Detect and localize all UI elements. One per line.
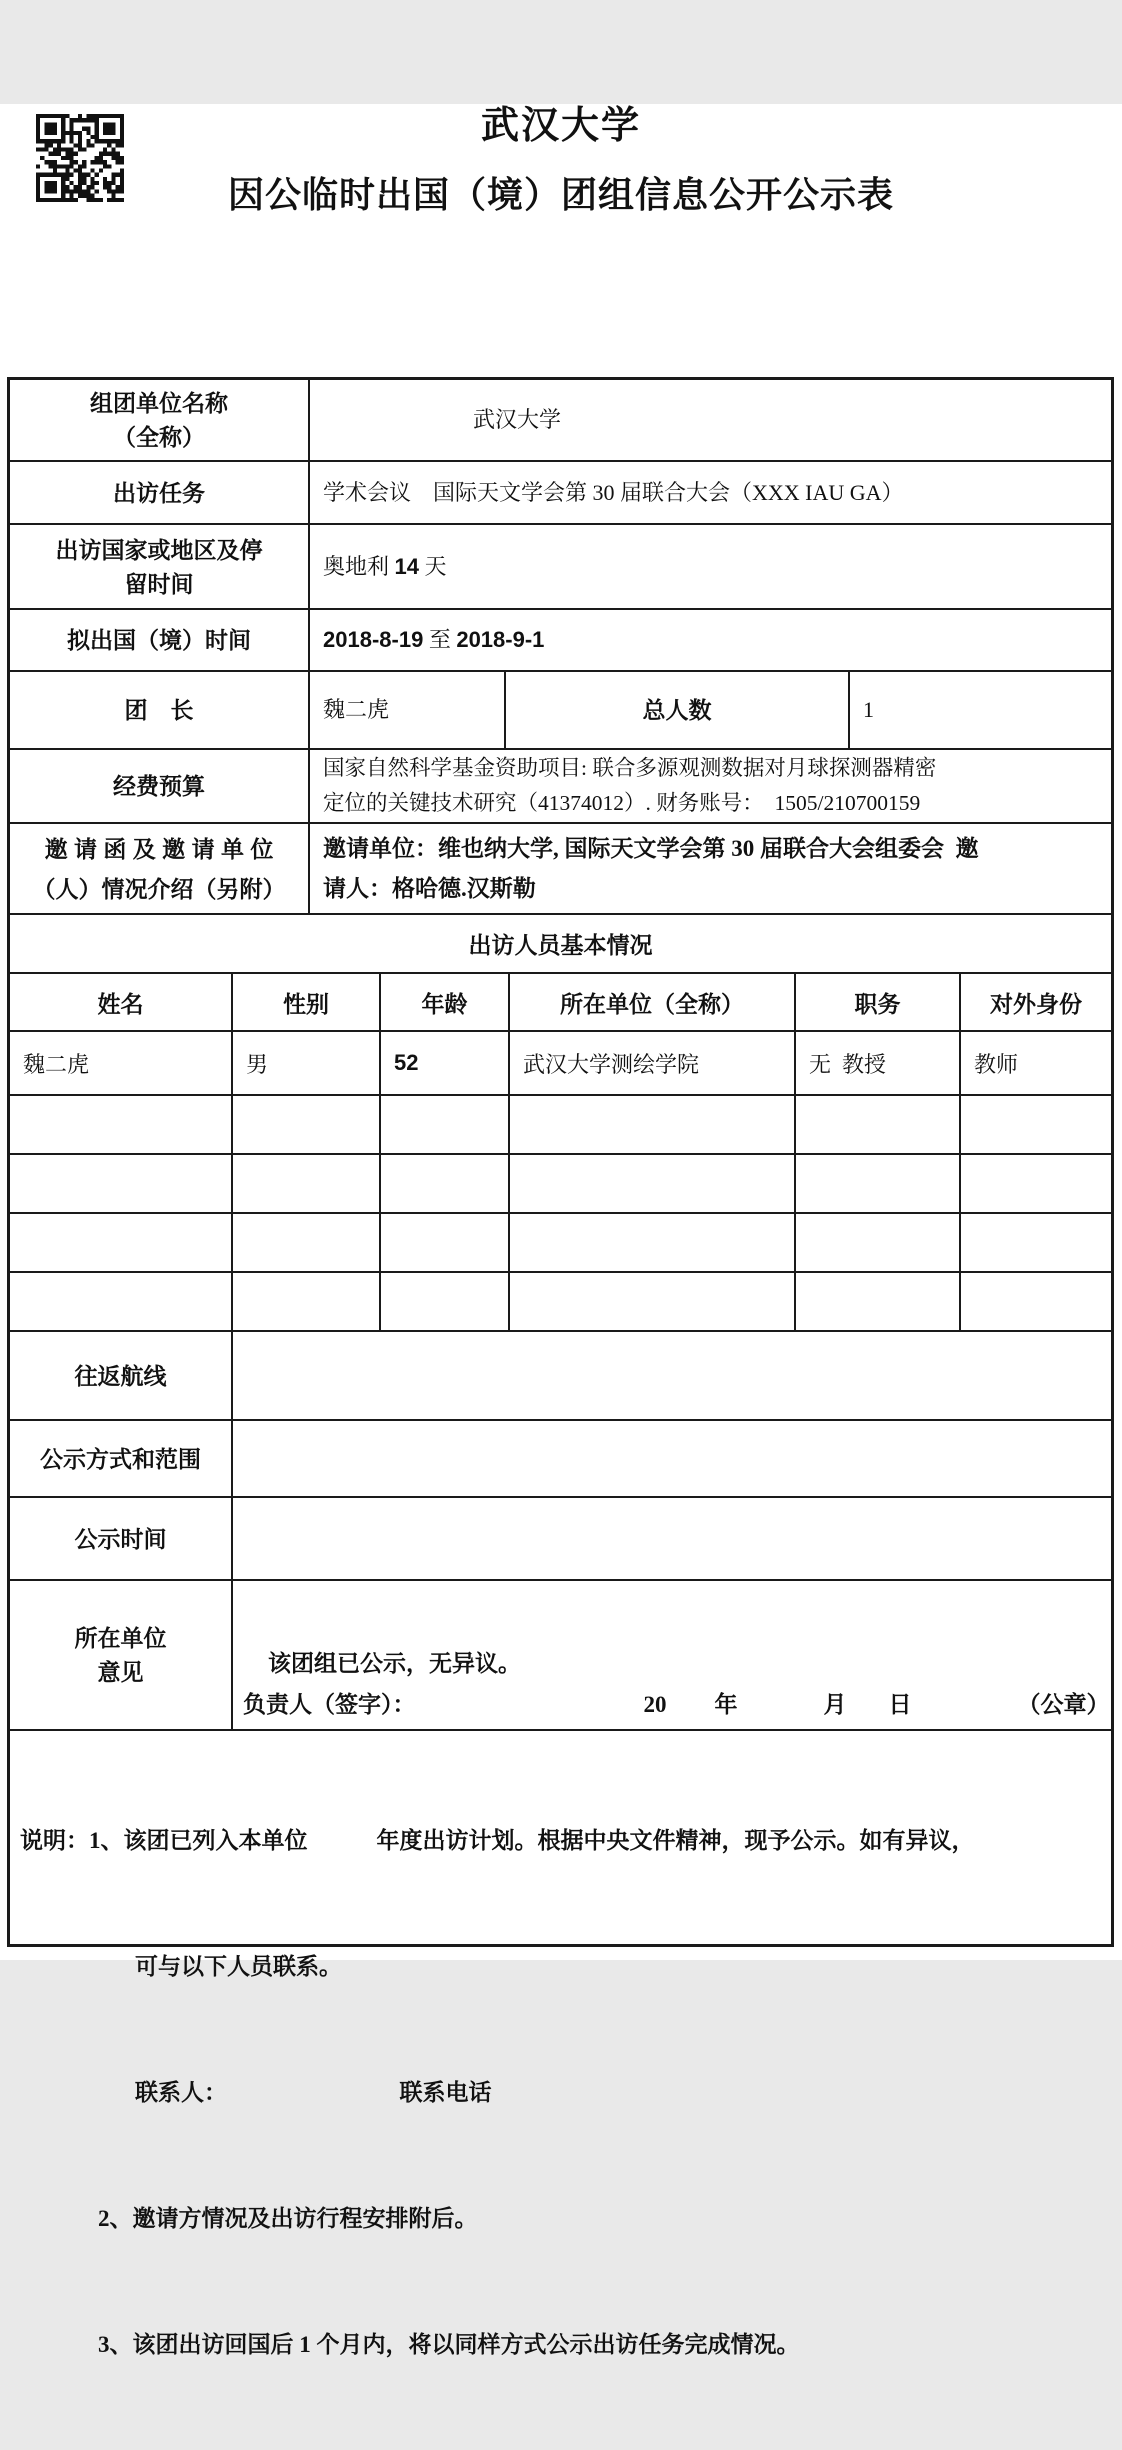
row-unit-name	[10, 380, 1111, 460]
document-title: 武汉大学	[480, 105, 641, 147]
total-count-label: 总人数	[504, 672, 848, 748]
note-line: 2、邀请方情况及出访行程安排附后。	[98, 2206, 478, 2231]
unit-opinion-label	[10, 1581, 231, 1729]
qr-code	[36, 112, 124, 204]
unit-name-label-line1: 组团单位名称	[90, 390, 228, 416]
publicity-time-label: 公示时间	[74, 1525, 167, 1552]
budget-label: 经费预算	[113, 773, 205, 799]
budget-line1: 国家自然科学基金资助项目: 联合多源观测数据对月球探测器精密	[323, 756, 937, 780]
stay-days: 14	[394, 553, 419, 579]
countries-text: 奥地利 14 天	[323, 553, 447, 579]
person-gender: 男	[231, 1032, 379, 1094]
person-age: 52	[379, 1032, 508, 1094]
row-invitation	[10, 822, 1111, 913]
row-publicity-time	[10, 1496, 1111, 1579]
dates-text: 2018-8-19 至 2018-9-1	[323, 627, 545, 652]
row-countries	[10, 523, 1111, 608]
invitation-line1: 邀请单位：维也纳大学, 国际天文学会第 30 届联合大会组委会 邀	[323, 835, 979, 861]
personnel-data-row	[10, 1030, 1111, 1094]
row-budget	[10, 748, 1111, 822]
person-unit: 武汉大学测绘学院	[508, 1032, 794, 1094]
row-mission	[10, 460, 1111, 523]
total-count-value	[848, 672, 1111, 748]
note-line: 可与以下人员联系。	[135, 1954, 342, 1979]
invitation-line2: 请人：格哈德.汉斯勒	[323, 875, 536, 901]
note-line: 说明：1、该团已列入本单位 年度出访计划。根据中央文件精神，现予公示。如有异议，	[20, 1828, 975, 1853]
col-header-age: 年龄	[379, 974, 508, 1030]
date-to: 2018-9-1	[456, 627, 545, 652]
invitation-label-line1: 邀 请 函 及 邀 请 单 位	[44, 835, 274, 862]
note-line: 3、该团出访回国后 1 个月内，将以同样方式公示出访任务完成情况。	[98, 2332, 800, 2357]
personnel-empty-row	[10, 1094, 1111, 1153]
form-table	[7, 377, 1114, 2357]
col-header-unit: 所在单位（全称）	[508, 974, 794, 1030]
mission-value	[308, 462, 1111, 523]
leader-label: 团 长	[124, 697, 194, 723]
leader-name: 魏二虎	[323, 697, 390, 722]
invitation-value	[308, 824, 1111, 913]
date-from: 2018-8-19	[323, 627, 424, 652]
document-subtitle: 因公临时出国（境）团组信息公开公示表	[227, 174, 894, 215]
unit-opinion-label-line1: 所在单位	[74, 1625, 167, 1651]
col-header-identity: 对外身份	[959, 974, 1111, 1030]
row-notes	[10, 1729, 1111, 2357]
month-unit: 月	[823, 1692, 847, 1717]
publicity-scope-value	[231, 1421, 1111, 1496]
publicity-time-value	[231, 1498, 1111, 1579]
row-dates	[10, 608, 1111, 670]
route-label: 往返航线	[74, 1362, 167, 1389]
sign-label: 负责人（签字）：	[243, 1692, 416, 1717]
unit-name-label	[10, 380, 308, 460]
total-count-text: 1	[863, 697, 874, 722]
person-identity: 教师	[959, 1032, 1111, 1094]
unit-opinion-body	[231, 1581, 1111, 1729]
countries-label-line2: 留时间	[124, 570, 194, 597]
invitation-label-line2: （人）情况介绍（另附）	[32, 875, 286, 902]
row-publicity-scope	[10, 1419, 1111, 1496]
personnel-empty-row	[10, 1271, 1111, 1330]
col-header-position: 职务	[794, 974, 959, 1030]
route-value	[231, 1332, 1111, 1419]
personnel-empty-row	[10, 1153, 1111, 1212]
personnel-header-row	[10, 972, 1111, 1030]
personnel-empty-row	[10, 1212, 1111, 1271]
year-prefix: 20	[643, 1692, 667, 1717]
dates-label: 拟出国（境）时间	[67, 627, 251, 653]
budget-value	[308, 750, 1111, 822]
row-unit-opinion	[10, 1579, 1111, 1729]
seal-label: （公章）	[1017, 1692, 1110, 1717]
countries-label	[10, 525, 308, 608]
dates-value	[308, 610, 1111, 670]
mission-text: 学术会议 国际天文学会第 30 届联合大会（XXX IAU GA）	[323, 479, 904, 505]
personnel-section-title: 出访人员基本情况	[468, 932, 653, 958]
year-unit: 年	[714, 1692, 738, 1717]
publicity-scope-label: 公示方式和范围	[40, 1445, 201, 1472]
invitation-label	[10, 824, 308, 913]
row-leader	[10, 670, 1111, 748]
row-personnel-section	[10, 913, 1111, 972]
unit-opinion-label-line2: 意见	[97, 1659, 144, 1685]
person-name: 魏二虎	[23, 1051, 90, 1077]
person-position: 无 教授	[794, 1032, 959, 1094]
document-page	[0, 104, 1122, 2357]
sign-line	[233, 1686, 1110, 1719]
row-route	[10, 1330, 1111, 1419]
mission-label: 出访任务	[113, 479, 205, 506]
unit-name-value	[308, 380, 1111, 460]
col-header-name: 姓名	[97, 990, 144, 1017]
opinion-statement: 该团组已公示，无异议。	[268, 1651, 521, 1676]
leader-value	[308, 672, 504, 748]
budget-line2: 定位的关键技术研究（41374012）. 财务账号： 1505/210700159	[323, 791, 921, 815]
unit-name-label-line2: （全称）	[113, 424, 205, 450]
day-unit: 日	[888, 1692, 912, 1717]
unit-name-text: 武汉大学	[473, 407, 562, 432]
note-line: 联系人： 联系电话	[135, 2080, 492, 2105]
countries-label-line1: 出访国家或地区及停	[55, 536, 263, 563]
notes-block	[10, 1731, 1111, 2357]
countries-value	[308, 525, 1111, 608]
col-header-gender: 性别	[231, 974, 379, 1030]
